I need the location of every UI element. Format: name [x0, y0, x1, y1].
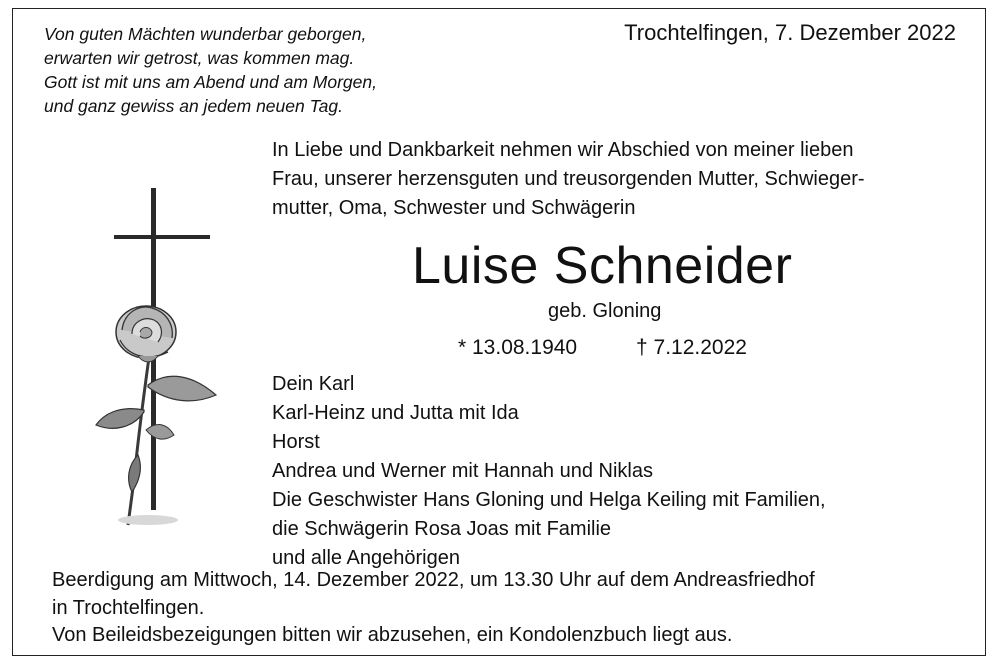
rose-leaf: [146, 425, 174, 440]
intro-line: mutter, Oma, Schwester und Schwägerin: [272, 197, 636, 219]
rose-leaf: [148, 376, 216, 401]
poem-line: Gott ist mit uns am Abend und am Morgen,: [44, 72, 377, 92]
mourner-line: Karl-Heinz und Jutta mit Ida: [272, 402, 519, 424]
rose-bloom: [116, 306, 176, 362]
intro-text: [272, 136, 962, 223]
cross-with-rose-icon: [88, 180, 238, 540]
birth-date: * 13.08.1940: [458, 336, 578, 359]
poem: [44, 22, 484, 118]
intro-line: Frau, unserer herzensguten und treusorgenden Mutter, Schwieger-: [272, 168, 865, 190]
emblem-shadow: [118, 515, 178, 525]
poem-line: erwarten wir getrost, was kommen mag.: [44, 48, 355, 68]
mourner-line: Andrea und Werner mit Hannah und Niklas: [272, 460, 653, 482]
maiden-name: geb. Gloning: [548, 300, 662, 322]
deceased-name: Luise Schneider: [412, 237, 793, 295]
death-date: † 7.12.2022: [636, 336, 747, 359]
mourner-line: Dein Karl: [272, 373, 355, 395]
footer-line: in Trochtelfingen.: [52, 596, 205, 619]
mourner-line: und alle Angehörigen: [272, 547, 460, 569]
place-date: Trochtelfingen, 7. Dezember 2022: [624, 20, 956, 45]
mourner-line: die Schwägerin Rosa Joas mit Familie: [272, 518, 612, 540]
footer-line: Beerdigung am Mittwoch, 14. Dezember 2022, um 13.30 Uhr auf dem Andreasfriedhof: [52, 569, 815, 591]
funeral-info: [52, 567, 972, 650]
rose-leaf: [96, 409, 144, 429]
footer-line: Von Beileidsbezeigungen bitten wir abzusehen, ein Kondolenzbuch liegt aus.: [52, 624, 733, 646]
cross-horizontal-beam: [114, 235, 210, 239]
rose-leaf: [129, 455, 141, 492]
rose-stem: [128, 350, 150, 525]
mourners-list: [272, 370, 962, 573]
mourner-line: Die Geschwister Hans Gloning und Helga Keiling mit Familien,: [272, 489, 826, 511]
poem-line: und ganz gewiss an jedem neuen Tag.: [44, 96, 344, 116]
intro-line: In Liebe und Dankbarkeit nehmen wir Abschied von meiner lieben: [272, 139, 854, 161]
mourner-line: Horst: [272, 431, 320, 453]
poem-line: Von guten Mächten wunderbar geborgen,: [44, 24, 367, 44]
